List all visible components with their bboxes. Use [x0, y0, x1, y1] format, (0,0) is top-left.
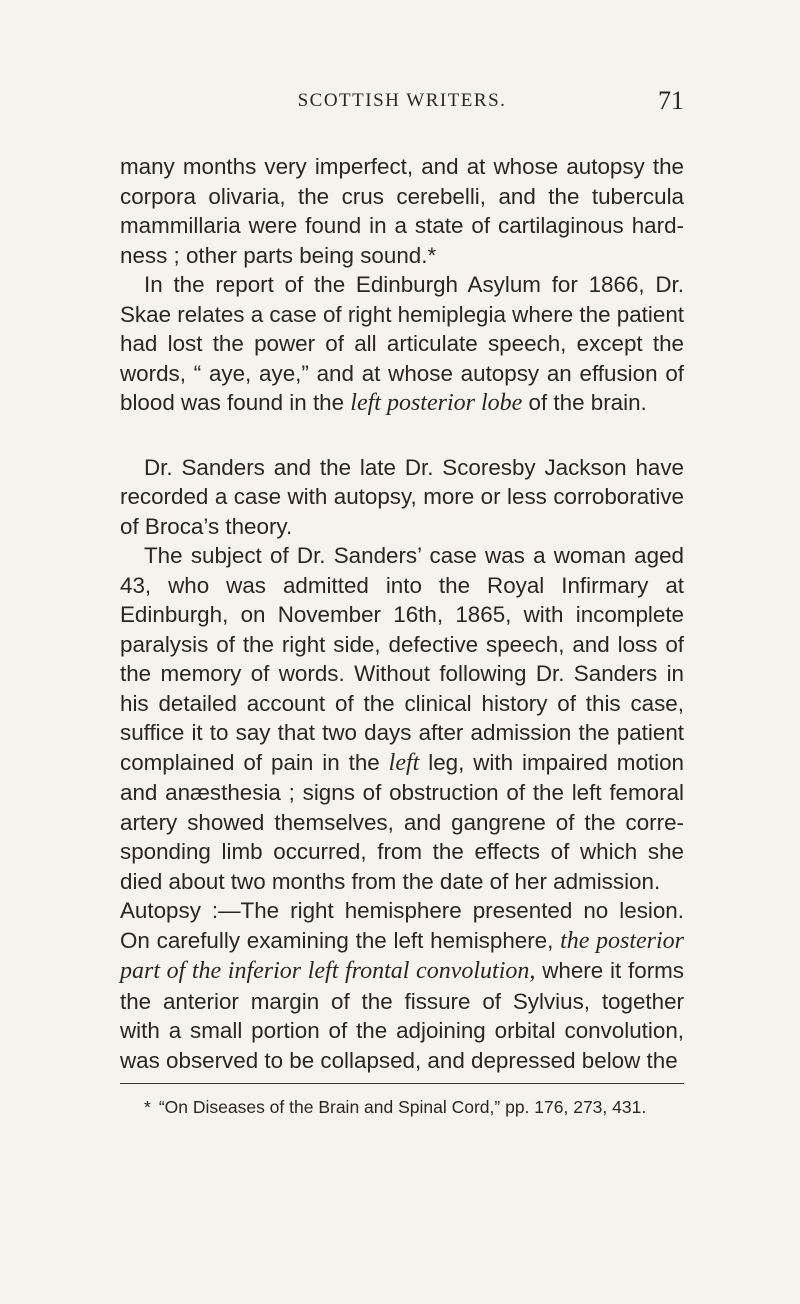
paragraph-text: Dr. Sanders and the late Dr. Scoresby Jackson have recorded a case with autopsy, more or less corroborative of Broca’s theory. [120, 454, 684, 539]
footnote [144, 1096, 684, 1118]
footnote-divider [120, 1083, 684, 1084]
footnote-text: “On Diseases of the Brain and Spinal Cord,” pp. 176, 273, 431. [158, 1097, 647, 1117]
paragraph-text: In the report of the Edinburgh Asylum for 1866, Dr. Skae relates a case of right hemiplegia where the patient had lost the power of all articulate speech, except the words, “ aye, aye,” and at whose autopsy an effusion of blood was found in the [120, 272, 684, 415]
footnote-mark: * [144, 1097, 151, 1117]
paragraph-autopsy [120, 896, 684, 1075]
paragraph-text: where it forms the anterior margin of the fissure of Sylvius, together with a small portion of the adjoining orbital convolution, was observed to be collapsed, and depressed below the [120, 958, 685, 1073]
running-head [120, 86, 684, 126]
paragraph-text: The subject of Dr. Sanders’ case was a woman aged 43, who was admitted into the Royal Infirmary at Edinburgh, on November 16th, 1865, with incomplete paralysis of the right side, defective speech, and loss of the memory of words. Without following Dr. Sanders in his detailed account of the clinical history of this case, suffice it to say that two days after admission the patient complained of pain in the [120, 543, 684, 775]
italic-emphasis: left posterior lobe [350, 390, 523, 416]
paragraph-text: Autopsy :—The right hemisphere presented no lesion. On carefully examining the left hemisphere, [120, 898, 684, 953]
running-head-title: SCOTTISH WRITERS. [297, 90, 507, 111]
paragraph-continuation [120, 152, 684, 270]
body-text [120, 152, 684, 1075]
page-number: 71 [658, 86, 684, 115]
paragraph-sanders-jackson [120, 453, 684, 542]
italic-emphasis: the posterior part of the inferior left frontal convolution, [120, 927, 684, 984]
paragraph-sanders-case [120, 541, 684, 896]
paragraph-text: many months very imperfect, and at whose autopsy the corpora olivaria, the crus cerebelli, and the tubercula mammillaria were found in a state of cartilaginous hardness ; other parts being sound.* [120, 154, 684, 268]
paragraph-text: of the brain. [522, 390, 647, 415]
italic-emphasis: left [388, 749, 420, 776]
paragraph-skae-report [120, 270, 684, 419]
paragraph-text: leg, with impaired motion and anæsthesia ; signs of obstruction of the left femoral artery showed themselves, and gangrene of the corresponding limb occurred, from the effects of which she died about two months from the date of her admission. [120, 749, 684, 894]
